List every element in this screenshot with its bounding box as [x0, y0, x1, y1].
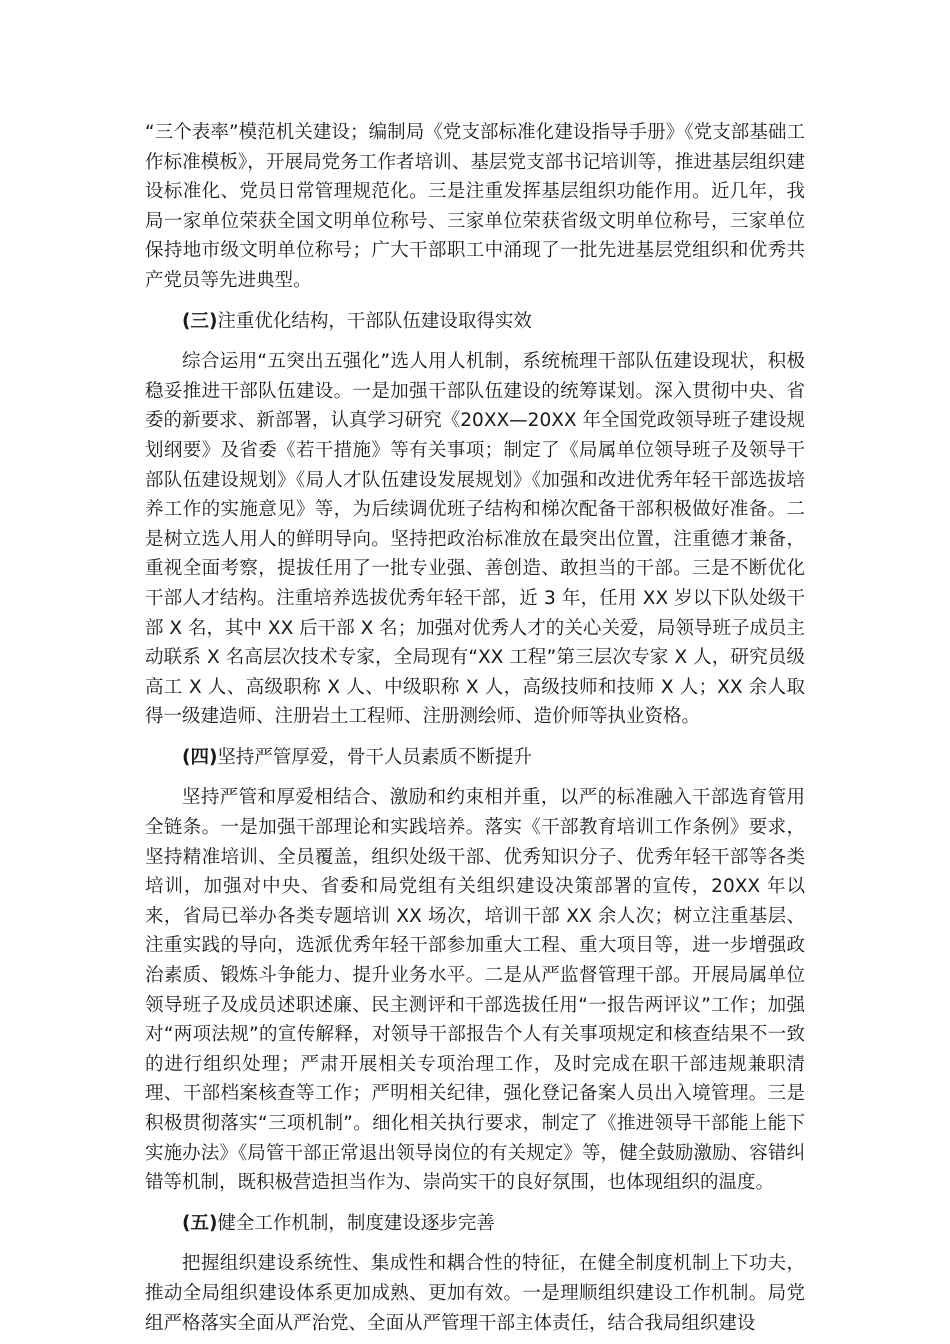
- paragraph-body: 坚持严管和厚爱相结合、激励和约束相并重，以严的标准融入干部选育管用全链条。一是加强干部理论和实践培养。落实《干部教育培训工作条例》要求，坚持精准培训、全员覆盖，组织处级干部、优秀知识分子、优秀年轻干部等各类培训，加强对中央、省委和局党组有关组织建设决策部署的宣传，20XX 年以来，省局已举办各类专题培训 XX 场次，培训干部 XX 余人次；树立注重基层、注重实践的导向，选派优秀年轻干部参加重大工程、重大项目等，进一步增强政治素质、锻炼斗争能力、提升业务水平。二是从严监督管理干部。开展局属单位领导班子及成员述职述廉、民主测评和干部选拔任用“一报告两评议”工作；加强对“两项法规”的宣传解释，对领导干部报告个人有关事项规定和核查结果不一致的进行组织处理；严肃开展相关专项治理工作，及时完成在职干部违规兼职清理、干部档案核查等工作；严明相关纪律，强化登记备案人员出入境管理。三是积极贯彻落实“三项机制”。细化相关执行要求，制定了《推进领导干部能上能下实施办法》《局管干部正常退出领导岗位的有关规定》等，健全鼓励激励、容错纠错等机制，既积极营造担当作为、崇尚实干的良好氛围，也体现组织的温度。: [145, 787, 805, 1194]
- section-number: (四): [182, 746, 218, 768]
- section-number: (三): [182, 310, 218, 332]
- section-title: 注重优化结构，干部队伍建设取得实效: [217, 310, 532, 332]
- section-heading-4: [145, 743, 805, 773]
- section-heading-3: [145, 307, 805, 337]
- section-heading-5: [145, 1209, 805, 1239]
- document-page: [145, 118, 805, 1338]
- section-title: 坚持严管厚爱，骨干人员素质不断提升: [217, 746, 532, 768]
- paragraph-body: 把握组织建设系统性、集成性和耦合性的特征，在健全制度机制上下功夫，推动全局组织建设体系更加成熟、更加有效。一是理顺组织建设工作机制。局党组严格落实全面从严治党、全面从严管理干部主体责任，结合我局组织建设: [145, 1253, 805, 1334]
- section-title: 健全工作机制，制度建设逐步完善: [217, 1212, 495, 1234]
- section-number: (五): [182, 1212, 218, 1234]
- paragraph-body: 综合运用“五突出五强化”选人用人机制，系统梳理干部队伍建设现状，积极稳妥推进干部队伍建设。一是加强干部队伍建设的统筹谋划。深入贯彻中央、省委的新要求、新部署，认真学习研究《20XX—20XX 年全国党政领导班子建设规划纲要》及省委《若干措施》等有关事项；制定了《局属单位领导班子及领导干部队伍建设规划》《局人才队伍建设发展规划》《加强和改进优秀年轻干部选拔培养工作的实施意见》等，为后续调优班子结构和梯次配备干部积极做好准备。二是树立选人用人的鲜明导向。坚持把政治标准放在最突出位置，注重德才兼备，重视全面考察，提拔任用了一批专业强、善创造、敢担当的干部。三是不断优化干部人才结构。注重培养选拔优秀年轻干部，近 3 年，任用 XX 岁以下队处级干部 X 名，其中 XX 后干部 X 名；加强对优秀人才的关心关爱，局领导班子成员主动联系 X 名高层次技术专家，全局现有“XX 工程”第三层次专家 X 人，研究员级高工 X 人、高级职称 X 人、中级职称 X 人，高级技师和技师 X 人；XX 余人取得一级建造师、注册岩土工程师、注册测绘师、造价师等执业资格。: [145, 351, 805, 728]
- paragraph-continuation: “三个表率”模范机关建设；编制局《党支部标准化建设指导手册》《党支部基础工作标准模板》，开展局党务工作者培训、基层党支部书记培训等，推进基层组织建设标准化、党员日常管理规范化。三是注重发挥基层组织功能作用。近几年，我局一家单位荣获全国文明单位称号、三家单位荣获省级文明单位称号，三家单位保持地市级文明单位称号；广大干部职工中涌现了一批先进基层党组织和优秀共产党员等先进典型。: [145, 122, 805, 291]
